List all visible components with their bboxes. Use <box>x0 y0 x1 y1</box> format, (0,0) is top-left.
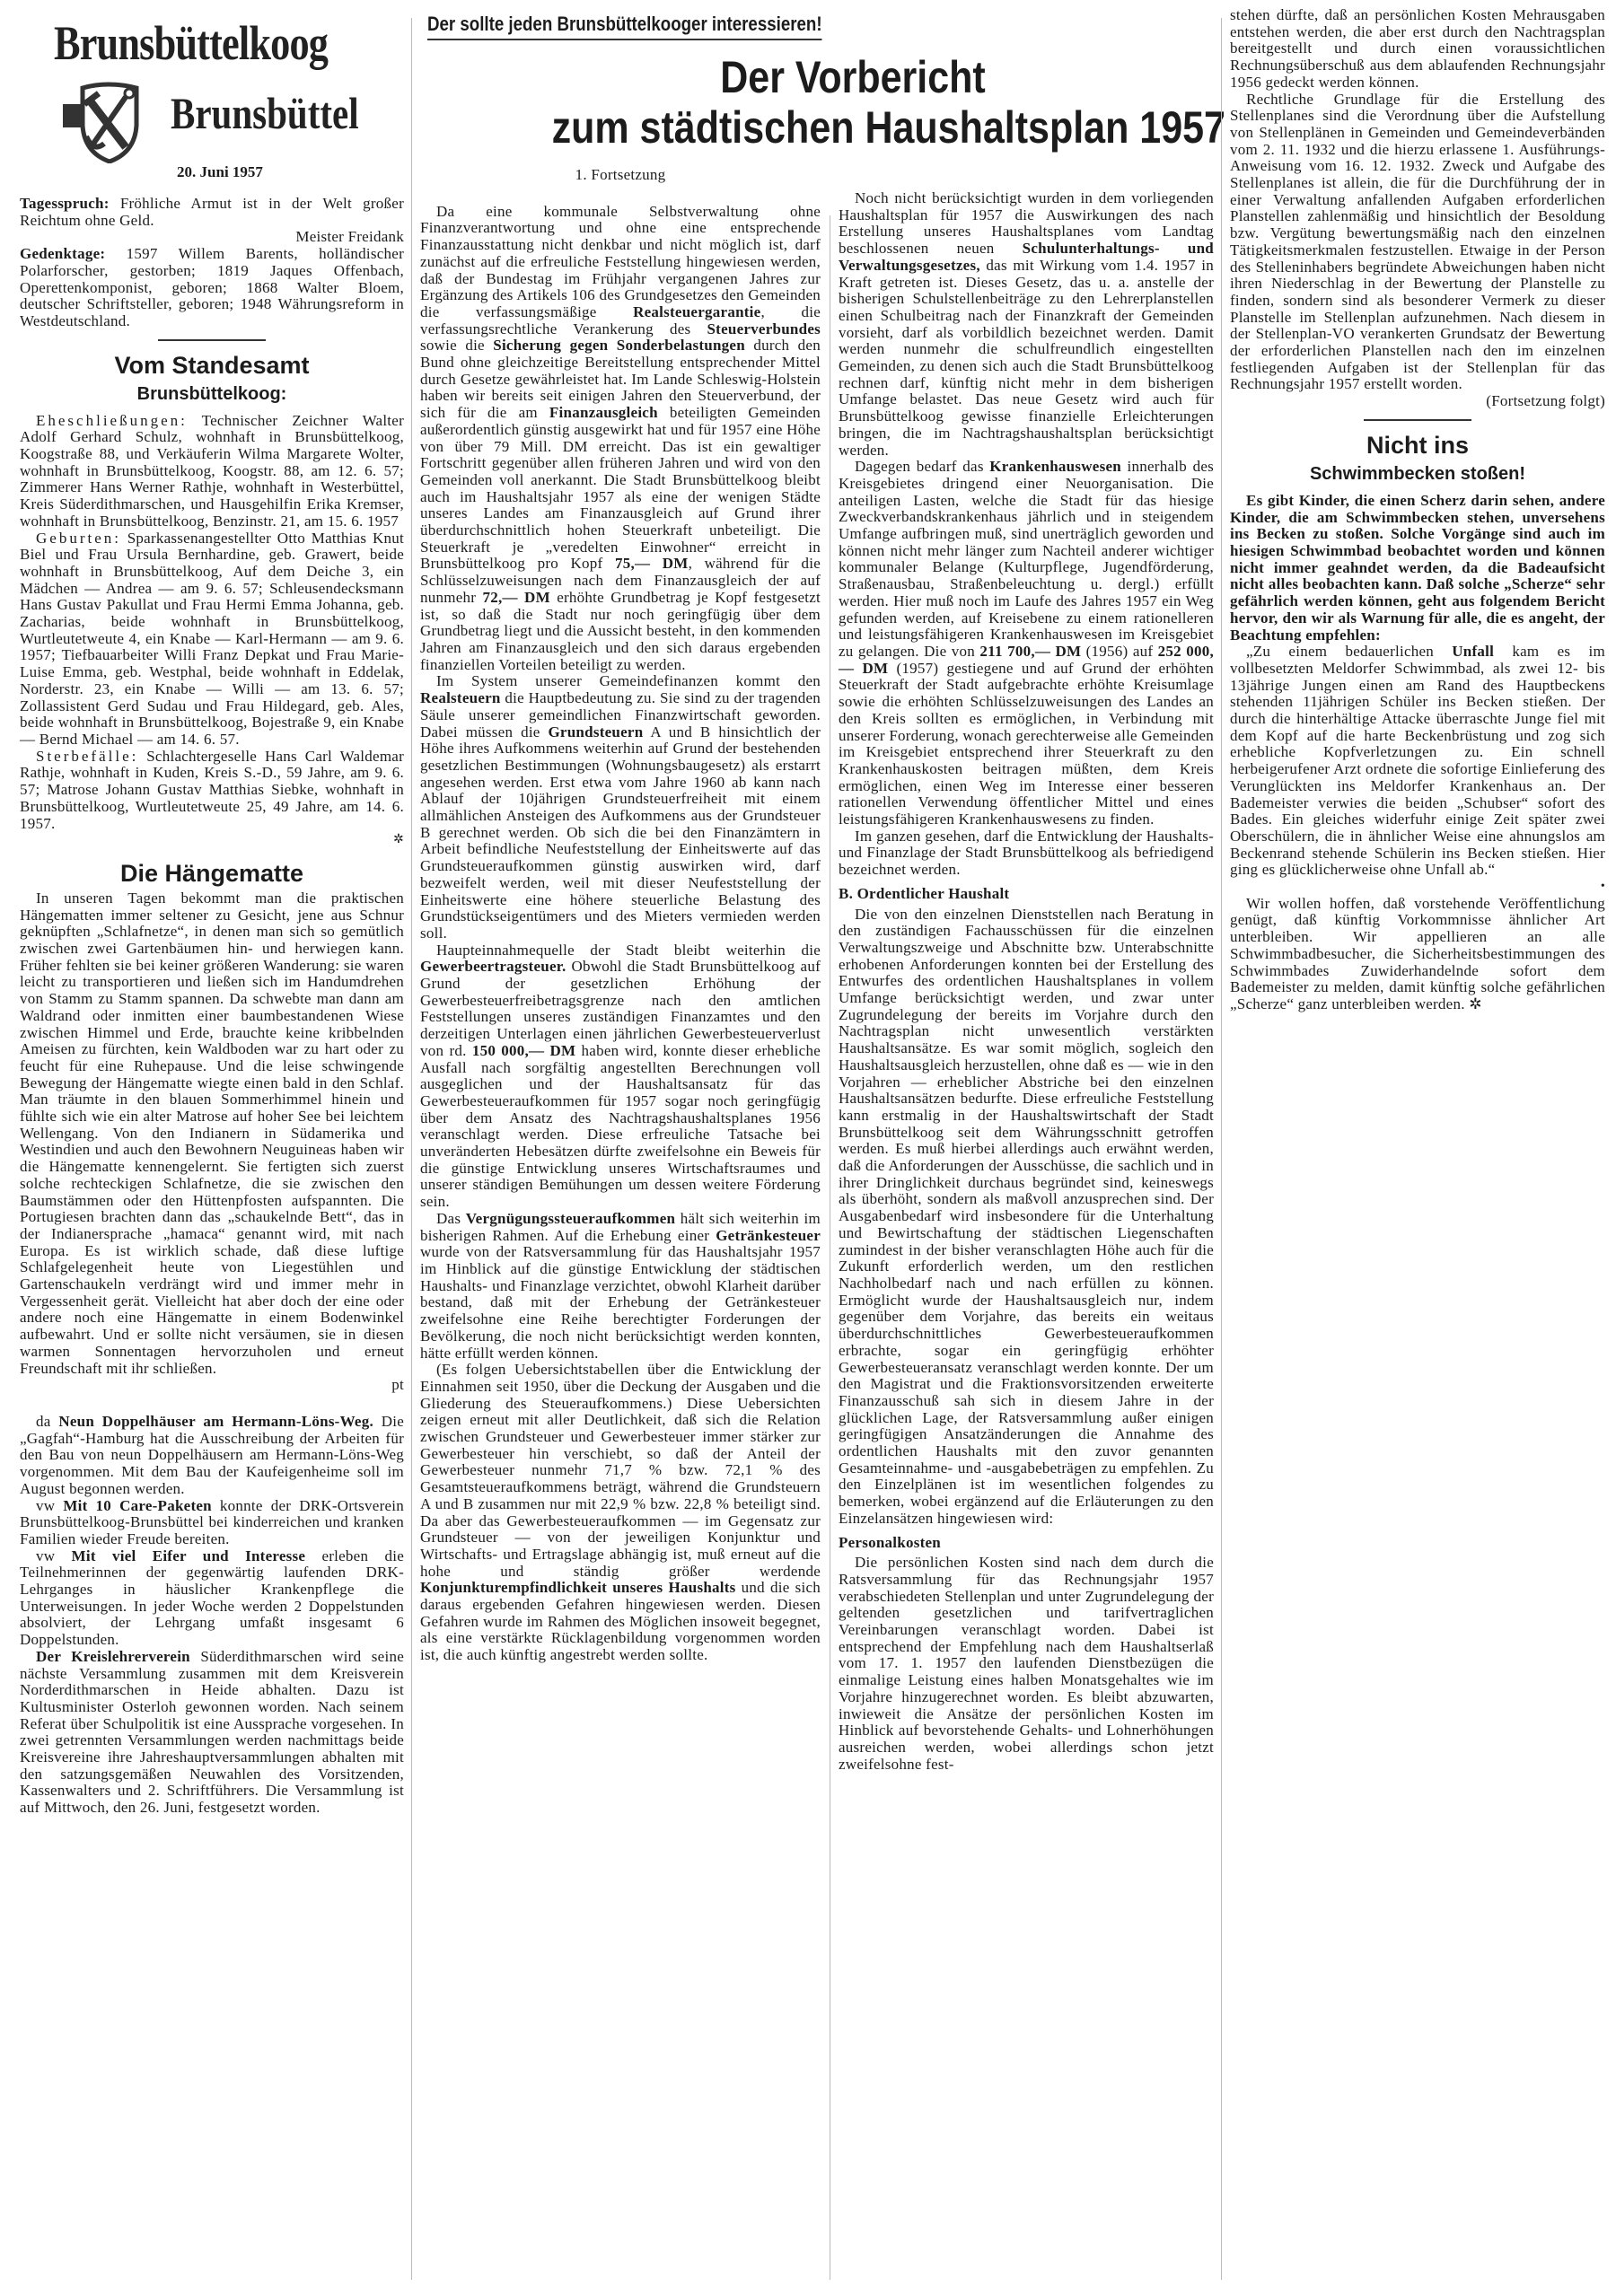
signature: Meister Freidank <box>295 228 404 246</box>
article-kicker: Der sollte jeden Brunsbüttelkooger interessieren! <box>427 13 822 40</box>
text-run: hält sich weiterhin im bisherigen Rahmen. Auf die Erhebung einer <box>420 1209 821 1244</box>
text-run: Im ganzen gesehen, darf die Entwicklung der Haushalts- und Finanzlage der Stadt Brunsbüttelkoog als befriedigend bezeichnet werden. <box>839 827 1214 879</box>
bold-text-run: Sicherung gegen Sonderbelastungen <box>493 337 745 355</box>
bold-text-run: Gedenktage: <box>20 245 106 263</box>
end-mark: • <box>1600 880 1605 894</box>
text-run: konnte der DRK-Ortsverein Brunsbüttelkoog-Brunsbüttel bei kinderreichen und kranken Familien wieder Freude bereiten. <box>20 1496 405 1547</box>
subsection-heading: B. Ordentlicher Haushalt <box>839 884 1010 902</box>
coat-of-arms-icon <box>63 81 162 163</box>
paragraph <box>839 1555 1214 1773</box>
bold-text-run: Finanzausgleich <box>549 404 658 422</box>
divider <box>158 339 266 341</box>
spacer <box>20 1394 404 1414</box>
text-run: und die sich daraus ergebenden Gefahren hingewiesen werden. Diesen Gefahren wurde im Rahmen des Möglichen insoweit begegnet, als eine verstärkte Rücklagenbildung vorgenommen worden ist, die auch künftig angestrebt werden sollte. <box>420 1579 821 1664</box>
section-heading: Vom Standesamt <box>114 351 310 379</box>
text-run: Süderdithmarschen wird seine nächste Versammlung zusammen mit dem Kreisverein Norderdithmarschen in Heide abhalten. Dazu ist Kultusminister Osterloh gewonnen worden. Nach seinem Referat über Schulpolitik ist eine Aussprache vorgesehen. In zwei getrennten Versammlungen werden nachmittags beide Kreisvereine ihre Jahreshauptversammlungen abhalten mit den satzungsgemäßen Neuwahlen des Vorsitzenden, Kassenwalters und 2. Schriftführers. Die Versammlung ist auf Mittwoch, den 26. Juni, festgesetzt worden. <box>20 1647 404 1817</box>
divider <box>1364 419 1471 421</box>
text-run: 1597 Willem Barents, holländischer Polarforscher, gestorben; 1819 Jaques Offenbach, Operettenkomponist, geboren; 1868 Walter Bloem, deutscher Schriftsteller, geboren; 1948 Währungsreform in Westdeutschland. <box>20 245 404 329</box>
paragraph <box>1230 493 1605 644</box>
text-run: Technischer Zeichner Walter Adolf Gerhard Schulz, wohnhaft in Brunsbüttelkoog, Koogstraße 88, und Verkäuferin Wilma Margarete Wolter, wohnhaft in Brunsbüttelkoog, Koogstr. 88, am 12. 6. 57; Zimmerer Hans Werner Rathje, wohnhaft in Westerbüttel, Kreis Süderdithmarschen, und Hausgehilfin Erika Kremser, wohnhaft in Brunsbüttelkoog, Benzinstr. 21, am 15. 6. 1957 <box>20 411 404 530</box>
text-run: Da eine kommunale Selbstverwaltung ohne Finanzverantwortung und ohne eine entsprechende Finanzausstattung nicht denkbar und nicht möglich ist, darf zunächst auf die erfreuliche Feststellung hingewiesen werden, daß der Bundestag im Frühjahr vergangenen Jahres zur Ergänzung des Artikels 106 des Grundgesetzes den Gemeinden die verfassungsmäßige <box>420 202 821 320</box>
paragraph <box>420 204 821 674</box>
bold-text-run: Tagesspruch: <box>20 195 110 212</box>
section-label: Geburten: <box>36 529 121 547</box>
text-run: die Hauptbedeutung zu. Sie sind zu der tragenden Säule unserer gemeindlichen Finanzwirtschaft geworden. Dabei müssen die <box>420 689 821 741</box>
bold-text-run: Mit viel Eifer und Interesse <box>71 1547 306 1564</box>
text-run: Dagegen bedarf das <box>855 458 990 476</box>
paragraph <box>20 1498 404 1548</box>
paragraph <box>20 1649 404 1817</box>
paragraph <box>1230 7 1605 92</box>
text-run: Das <box>436 1209 466 1227</box>
column-budget-report-1 <box>420 163 821 1664</box>
bold-text-run: Es gibt Kinder, die einen Scherz darin sehen, andere Kinder, die am Schwimmbecken stehen, unversehens ins Becken zu stoßen. Solche Vorgänge sind auch im hiesigen Schwimmbad beobachtet worden und können nicht immer geahndet werden, da die Badeaufsicht nicht alles beobachten kann. Daß solche „Scherze“ sehr gefährlich werden können, geht aus folgendem Bericht hervor, den wir als Warnung für alle, die es angeht, der Beachtung empfehlen: <box>1230 491 1605 644</box>
bold-text-run: Unfall <box>1452 643 1495 661</box>
subsection-heading: Personalkosten <box>839 1533 941 1551</box>
text-run: das mit Wirkung vom 1.4. 1957 in Kraft getreten ist. Dieses Gesetz, das u. a. anstelle der bisherigen Schulstellenbeiträge zu den Lehrerplanstellen einen Schulbeitrag nach der Finanzkraft der Gemeinden vorsieht, darf als vorbildlich bezeichnet werden. Damit werden nunmehr die schulfreundlich eingestellten Gemeinden, zu denen sich auch die Stadt Brunsbüttelkoog rechnen darf, künftig nicht mehr in dem bisherigen Umfange belastet. Das neue Gesetz wird auch für Brunsbüttelkoog gewisse finanzielle Erleichterungen bringen, die im Nachtragshaushaltsplan berücksichtigt werden. <box>839 256 1214 459</box>
text-run: innerhalb des Kreisgebietes dringend einer Neuorganisation. Die anteiligen Lasten, welche die Stadt für das hiesige Zweckverbandskrankenhaus jährlich und in steigendem Umfange aufbringen muß, sind unerträglich geworden und können nicht mehr länger zum Nachteil anderer wichtiger kommunaler Belange (Kulturpflege, Jugendförderung, Straßenausbau, Straßenbeleuchtung u. dergl.) erfüllt werden. Hier muß noch im Laufe des Jahres 1957 ein Weg gefunden werden, auf Kreisebene zu einem rationelleren und leistungsfähigeren Krankenhauswesen im Kreisgebiet zu gelangen. Die von <box>839 458 1214 660</box>
bold-text-run: 75,— DM <box>614 555 689 573</box>
paragraph <box>20 1414 404 1498</box>
text-run: In unseren Tagen bekommt man die praktischen Hängematten immer seltener zu Gesicht, jene aus Schnur geknüpften „Schlafnetze“, in denen man sich so gemütlich zwischen zwei Gartenbäumen hin- und herwiegen kann. Früher fehlten sie bei keiner größeren Wanderung: sie waren leicht zu transportieren und ließen sich im Handumdrehen von Stamm zu Stamm spannen. Da schwebte man dann am Waldrand oder inmitten einer baumbestandenen Wiese zwischen Himmel und Erde, brauchte keine kribbelnden Ameisen zu fürchten, kein Waldboden war zu hart oder zu feucht für eine Ruhepause. Und die leise schwingende Bewegung der Hängematte wiegte einen bald in den Schlaf. Man träumte in den blauen Sommerhimmel hinein und fühlte sich wie ein alter Matrose auf hoher See bei leichtem Wellengang. Von den Indianern in Südamerika und Westindien und auch den Bewohnern Neuguineas haben wir die Hängematte kennengelernt. Sie fertigten sich zuerst solche rechteckigen Schlafnetze, die sie zwischen den Baumstämmen oder den Hüttenpfosten aufspannten. Die Portugiesen brachten dann das „schaukelnde Bett“, das in der Indianersprache „hamaca“ genannt wird, mit nach Europa. Es ist wirklich schade, daß diese luftige Schlafgelegenheit heute von Liegestühlen und Gartenschaukeln verdrängt wird und immer mehr in Vergessenheit gerät. Vielleicht hat aber doch der eine oder andere noch eine Hängematte in einem Bodenwinkel aufbewahrt. Und er sollte nicht versäumen, sie in diesen warmen Sonnentagen hervorzuholen und erneut Freundschaft mit ihr schließen. <box>20 889 404 1377</box>
paragraph <box>839 190 1214 459</box>
issue-date: 20. Juni 1957 <box>177 163 263 180</box>
text-run: Im System unserer Gemeindefinanzen kommt den <box>436 672 821 690</box>
section-heading: Die Hängematte <box>119 859 304 887</box>
paragraph <box>1230 92 1605 394</box>
text-run: , während für die Schlüsselzuweisungen nach dem Finanzausgleich der auf nunmehr <box>420 555 821 606</box>
masthead <box>36 9 404 162</box>
paragraph <box>420 942 821 1211</box>
paragraph <box>1230 896 1605 1013</box>
text-run: vw <box>36 1547 72 1564</box>
text-run: „Zu einem bedauerlichen <box>1246 643 1453 661</box>
paragraph <box>839 828 1214 879</box>
column-budget-report-2 <box>839 190 1214 1773</box>
text-run: Sparkassenangestellter Otto Matthias Knut Biel und Frau Ursula Bernhardine, geb. Grawert, beide wohnhaft in Brunsbüttelkoog, Auf dem Deiche 3, ein Mädchen — Andrea — am 9. 6. 57; Schleusendecksmann Hans Gustav Pakullat und Frau Hermi Emma Johanna, geb. Zacharias, beide wohnhaft in Brunsbüttelkoog, Wurtleutetweute 4, ein Knabe — Karl-Hermann — am 9. 6. 1957; Tiefbauarbeiter Willi Franz Depkat und Frau Marie-Luise Emma, geb. Westphal, beide wohnhaft in Eddelak, Norderstr. 23, ein Knabe — Willi — am 13. 6. 57; Zollassistent Gerd Sudau und Frau Hildegard, geb. Ales, beide wohnhaft in Brunsbüttelkoog, Bojestraße 9, ein Knabe — Bernd Michael — am 14. 6. 57. <box>20 529 404 748</box>
paragraph <box>420 1362 821 1664</box>
column-local-news <box>20 196 404 1817</box>
bold-text-run: 252 000,— DM <box>839 642 1215 677</box>
column-divider <box>411 18 412 2280</box>
text-run: A und B hinsichtlich der Höhe ihres Aufkommens weiterhin auf Grund der bestehenden gesetzlichen Bestimmungen (Wohnungsbaugesetz) als erstarrt angesehen werden. Erst etwa vom Jahre 1960 ab kann nach Ablauf der 10jährigen Grundsteuerfreiheit mit einem allmählichen Ansteigen des Aufkommens aus der Grundsteuer B gerechnet werden. Ob sich die bei den Finanzämtern in Arbeit befindliche Neufeststellung der Einheitswerte auf das Grundsteueraufkommen günstig auswirken wird, darf bezweifelt werden, weil mit dieser Neufeststellung der Einheitswerte eine höhere steuerliche Belastung des Grundstückseigentümers und des Mieters vermieden werden soll. <box>420 723 821 942</box>
section-label: Sterbefälle: <box>36 747 139 765</box>
section-subheading: Brunsbüttelkoog: <box>136 383 287 404</box>
paragraph <box>839 907 1214 1528</box>
text-run: da <box>36 1413 59 1430</box>
text-run: beteiligten Gemeinden außerordentlich günstig ausgewirkt hat und für 1957 eine Höhe von über 79 Mill. DM erreicht. Das ist ein gewaltiger Fortschritt gegenüber allen früheren Jahren und wird von den Gemeinden voll anerkannt. Die Stadt Brunsbüttelkoog bleibt auch im Haushaltsjahr 1957 als eine der wenigen Städte unseres Landes am Finanzausgleich auf Grund ihrer überdurchschnittlich hohen Steuerkraft unbeteiligt. Die Steuerkraft je „veredelten Einwohner“ erreicht in Brunsbüttelkoog pro Kopf <box>420 404 821 573</box>
text-run: Die von den einzelnen Dienststellen nach Beratung in den zuständigen Fachausschüssen für die einzelnen Verwaltungszweige und Abschnitte bzw. Unterabschnitte erhobenen Anforderungen konnten bei der Erstellung des Entwurfes des ordentlichen Haushaltsplanes in vollem Umfange berücksichtigt werden, und zwar unter Zugrundelegung der bereits im Vorjahre durch den Nachtragsplan nicht unwesentlich verstärkten Haushaltsansätze. Es war somit möglich, sogleich den Haushaltsausgleich herzustellen, ohne daß es — wie in den Vorjahren — erheblicher Abstriche bei den einzelnen Haushaltsansätzen bedurfte. Diese erfreuliche Feststellung kann erstmalig in der Haushaltswirtschaft der Stadt Brunsbüttelkoog seit dem Währungsschnitt getroffen werden. Es muß hierbei allerdings auch erwähnt werden, daß die Anforderungen der Ausschüsse, die sachlich und in ihrer Dringlichkeit durchaus begründet sind, keineswegs als überhöht, sondern als maßvoll anzusprechen sind. Der Ausgabenbedarf wird insbesondere für die Unterhaltung und Bewirtschaftung der städtischen Liegenschaften zumindest in der bisher veranschlagten Höhe auch für die Zukunft erforderlich werden, um den restlichen Nachholbedarf nach und nach erfüllen zu können. Ermöglicht wurde der Haushaltsausgleich nur, indem gegenüber dem Vorjahre, das bereits ein weitaus überdurchschnittliches Gewerbesteueraufkommen erbrachte, sogar ein geringfügig erhöhter Gewerbesteueransatz veranschlagt werden konnte. Der um den Magistrat und die Fraktionsvorsitzenden erweiterte Finanzausschuß sah sich in diesem Jahre in der glücklichen Lage, der Ratsversammlung außer einigen geringfügigen Ansatzänderungen die Annahme des ordentlichen Haushalts mit den zuvor genannten Gesamteinnahme- und -ausgabebeträgen zu empfehlen. Zu den Einzelplänen ist im wesentlichen folgendes zu bemerken, wobei ergänzend auf die Erläuterungen zu den Einzelansätzen hingewiesen wird: <box>839 905 1214 1527</box>
text-run: Die „Gagfah“-Hamburg hat die Ausschreibung der Arbeiten für den Bau von neun Doppelhäusern am Hermann-Löns-Weg vorgenommen. Mit dem Bau der Kaufeigenheime soll im August begonnen werden. <box>20 1413 405 1497</box>
column-divider <box>1221 18 1222 2280</box>
text-run: Wir wollen hoffen, daß vorstehende Veröffentlichung genügt, daß künftig Vorkommnisse ähnlicher Art unterbleiben. Wir appellieren an alle Schwimmbadbesucher, die Sicherheitsbestimmungen des Schwimmbades Zuwiderhandelnde sofort dem Bademeister zu melden, damit künftig solche gefährlichen „Scherze“ ganz unterbleiben werden. ✲ <box>1230 894 1605 1012</box>
bold-text-run: 211 700,— DM <box>979 642 1082 660</box>
paragraph <box>20 246 404 330</box>
headline-line-1: Der Vorbericht <box>720 52 986 102</box>
bold-text-run: Konjunkturempfindlichkeit unseres Haushalts <box>420 1579 736 1597</box>
signature: pt <box>391 1376 404 1394</box>
continuation-label: 1. Fortsetzung <box>575 166 666 183</box>
paragraph <box>420 1211 821 1362</box>
paragraph <box>20 1548 404 1649</box>
masthead-title-brunsbuettelkoog: Brunsbüttelkoog <box>54 16 329 70</box>
text-run: vw <box>36 1496 64 1514</box>
paragraph <box>20 749 404 833</box>
article-headline <box>503 52 1225 153</box>
text-run: haben wird, konnte dieser erhebliche Ausfall nach sorgfältig angestellten Berechnungen voll ausgeglichen und der Haushaltsansatz für das Gewerbesteueraufkommen für 1957 sogar noch geringfügig über dem Ansatz des Nachtragshaushaltsplanes 1956 veranschlagt werden. Diese erfreuliche Tatsache bei unveränderten Hebesätzen dürfte zweifelsohne ein Beweis für die günstige Entwicklung unseres Wirtschaftsraumes und unserer ständigen Bemühungen um dessen weitere Förderung sein. <box>420 1041 821 1211</box>
bold-text-run: Getränkesteuer <box>716 1226 821 1244</box>
paragraph <box>20 530 404 749</box>
text-run: Schlachtergeselle Hans Carl Waldemar Rathje, wohnhaft in Kuden, Kreis S.-D., 59 Jahre, am 9. 6. 57; Matrose Johann Gustav Matthias Siebke, wohnhaft in Brunsbüttelkoog, Wurtleutetweute 25, 49 Jahre, am 14. 6. 1957. <box>20 747 404 832</box>
paragraph <box>20 196 404 229</box>
bold-text-run: Steuerverbundes <box>707 320 821 337</box>
paragraph <box>839 459 1214 828</box>
bold-text-run: Krankenhauswesen <box>989 458 1121 476</box>
bold-text-run: 72,— DM <box>482 588 550 606</box>
bold-text-run: Neun Doppelhäuser am Hermann-Löns-Weg. <box>58 1413 373 1430</box>
bold-text-run: Realsteuergarantie <box>633 302 761 320</box>
text-run: kam es im vollbesetzten Meldorfer Schwimmbad, als zwei 12- bis 13jährige Jungen einen am Rand des Hauptbeckens stehenden 11jährigen Schüler ins Becken stießen. Der durch die hinterhältige Attacke überraschte Junge fiel mit dem Kopf auf die harte Beckenbrüstung und zog sich erhebliche Kopfverletzungen zu. Ein schnell herbeigerufener Arzt ordnete die sofortige Einlieferung des Verunglückten ins Meldorfer Krankenhaus an. Der Bademeister verwies die beiden „Schubser“ sofort des Bades. Ein gleiches widerfuhr einige Zeit später zwei Oberschülern, die in ähnlicher Weise eine ahnungslos am Beckenrand stehende Schülerin ins Becken stießen. Hier ging es glücklicherweise ohne Unfall ab.“ <box>1230 643 1605 879</box>
headline-line-2: zum städtischen Haushaltsplan 1957 <box>551 102 1225 153</box>
text-run: wurde von der Ratsversammlung für das Haushaltsjahr 1957 im Hinblick auf die günstige Entwicklung der städtischen Haushalts- und Finanzlage verzichtet, obwohl Klarheit darüber bestand, daß mit der Erhebung der Getränkesteuer zweifelsohne eine Reihe berechtigter Forderungen der Bevölkerung, die noch nicht berücksichtigt werden konnten, hätte erfüllt werden können. <box>420 1243 821 1362</box>
paragraph <box>20 890 404 1377</box>
bold-text-run: Realsteuern <box>420 689 501 707</box>
bold-text-run: Gewerbeertragsteuer. <box>420 958 566 976</box>
paragraph <box>20 413 404 530</box>
text-run: sowie die <box>420 337 494 355</box>
text-run: Obwohl die Stadt Brunsbüttelkoog auf Grund der gesetzlichen Erhöhung der Gewerbesteuerfreibetragsgrenze nach den amtlichen Feststellungen unseres zuständigen Finanzamtes und den derzeitigen Unterlagen einen jährlichen Gewerbesteuerverlust von rd. <box>420 958 821 1059</box>
text-run: (1957) gestiegene und auf Grund der erhöhten Steuerkraft der Stadt aufgebrachte erhöhte Kreisumlage sowie die erhöhten Schlüsselzuweisungen des Landes an den Kreis sollten es ermöglichen, in Verbindung mit unserer Forderung, wonach gerechterweise alle Gemeinden im Kreisgebiet entsprechend ihrer Steuerkraft zu den Krankenhauskosten beitragen müßten, dem Kreis ermöglichen, einen Weg im Interesse einer besseren rationellen Verwendung öffentlicher Mittel und eines leistungsfähigeren Krankenhauswesens zu finden. <box>839 659 1214 828</box>
text-run: erleben die Teilnehmerinnen der gegenwärtig laufenden DRK-Lehrganges in häuslicher Krankenpflege die Unterweisungen. In jeder Woche werden 2 Doppelstunden absolviert, der Lehrgang umfaßt insgesamt 6 Doppelstunden. <box>20 1547 405 1649</box>
text-run: (Es folgen Uebersichtstabellen über die Entwicklung der Einnahmen seit 1950, über die Deckung der Ausgaben und die Gliederung des Steueraufkommens.) Diese Uebersichten zeigen erneut mit aller Deutlichkeit, daß sich die Relation zwischen Grundsteuer und Gewerbesteuer immer stärker zur Gewerbesteuer hin verschiebt, so daß der Anteil der Gewerbesteuer nunmehr 71,7 % bzw. 72,1 % des Gesamtsteueraufkommens beträgt, während die Grundsteuern A und B zusammen nur mit 22,9 % bzw. 22,8 % beteiligt sind. Da aber das Gewerbesteueraufkommen — im Gegensatz zur Grundsteuer — von der jeweiligen Konjunktur und Wirtschafts- und Ertragslage abhängig ist, muß erneut auf die hohe und ständig größer werdende <box>420 1361 821 1580</box>
bold-text-run: Der Kreislehrerverein <box>36 1647 190 1665</box>
text-run: Die persönlichen Kosten sind nach dem durch die Ratsversammlung für das Rechnungsjahr 1957 verabschiedeten Stellenplan und unter Zugrundelegung der geltenden gesetzlichen und tarifvertraglichen Vereinbarungen veranschlagt worden. Dabei ist entsprechend der Empfehlung nach dem Haushaltserlaß vom 17. 1. 1957 den laufenden Dienstbezügen die einmalige Leistung eines halben Monatsgehaltes wie im Vorjahre hinzugerechnet worden. Es bleibt abzuwarten, inwieweit die Ansätze der persönlichen Kosten im Hinblick auf bevorstehende Gehalts- und Lohnerhöhungen ausreichen werden, wobei allerdings schon jetzt zweifelsohne fest- <box>839 1554 1214 1773</box>
section-heading: Nicht ins <box>1366 431 1469 459</box>
text-run: durch den Bund ohne gleichzeitige Bereitstellung entsprechender Mittel durch Gesetze gewährleistet hat. Im Lande Schleswig-Holstein haben wir bereits seit einigen Jahren den Steuerverbund, der sich für die am <box>420 337 821 422</box>
text-run: Fröhliche Armut ist in der Welt großer Reichtum ohne Geld. <box>20 195 404 229</box>
text-run: stehen dürfte, daß an persönlichen Kosten Mehrausgaben entstehen werden, die aber erst durch den Nachtragsplan bereitgestellt und durch einen voraussichtlichen Rechnungsüberschuß aus dem ablaufenden Rechnungsjahr 1956 gedeckt werden können. <box>1230 6 1605 91</box>
paragraph <box>1230 644 1605 879</box>
bold-text-run: Vergnügungssteueraufkommen <box>465 1209 676 1227</box>
column-budget-report-3 <box>1230 7 1605 1013</box>
section-label: Eheschließungen: <box>36 411 188 429</box>
text-run: erhöhte Grundbetrag je Kopf festgesetzt ist, so daß die Stadt nur noch geringfügig über dem Grundbetrag liegt und die Aussicht besteht, in den kommenden Jahren am Finanzausgleich und den sich daraus ergebenden finanziellen Vorteilen beteiligt zu werden. <box>420 588 821 673</box>
end-mark: ✲ <box>393 833 404 847</box>
bold-text-run: Schulunterhaltungs- und Verwaltungsgesetzes, <box>839 240 1214 274</box>
bold-text-run: Mit 10 Care-Paketen <box>63 1496 212 1514</box>
text-run: Rechtliche Grundlage für die Erstellung des Stellenplanes sind die Verordnung über die Aufstellung von Stellenplänen in Gemeinden und Gemeindeverbänden vom 2. 11. 1932 und die hierzu erlassene 1. Ausführungs-Anweisung vom 16. 12. 1932. Zweck und Aufgabe des Stellenplanes ist allein, die für die Durchführung der in einer Verwaltung anfallenden Aufgaben erforderlichen Planstellen zahlenmäßig und hinsichtlich der Besoldung bzw. Vergütung bewertungsmäßig nach den einzelnen Tätigkeitsmerkmalen festzustellen. Etwaige in der Person des Stelleninhabers begründete Abweichungen haben nicht ihren Niederschlag in der Bewertung der Planstelle zu finden, sondern sind als besonderer Vermerk zu dieser Planstelle im Stellenplan aufzunehmen. Nach diesem in der Stellenplan-VO verankerten Grundsatz der Bewertung der erforderlichen Planstellen nach den im einzelnen festliegenden Aufgaben ist der Stellenplan für das Rechnungsjahr 1957 erstellt worden. <box>1230 90 1605 393</box>
paragraph <box>420 673 821 942</box>
text-run: Noch nicht berücksichtigt wurden in dem vorliegenden Haushaltsplan für 1957 die Auswirkungen des nach Erstellung unseres Haushaltsplanes vom Landtag beschlossenen neuen <box>839 189 1214 258</box>
text-run: Haupteinnahmequelle der Stadt bleibt weiterhin die <box>436 941 821 959</box>
text-run: (1956) auf <box>1081 642 1158 660</box>
bold-text-run: 150 000,— DM <box>471 1041 576 1059</box>
text-run: , die verfassungsrechtliche Verankerung des <box>420 302 821 337</box>
section-subheading: Schwimmbecken stoßen! <box>1309 463 1526 484</box>
signature: (Fortsetzung folgt) <box>1486 392 1605 410</box>
masthead-title-brunsbuettel: Brunsbüttel <box>171 88 359 138</box>
bold-text-run: Grundsteuern <box>548 723 644 741</box>
